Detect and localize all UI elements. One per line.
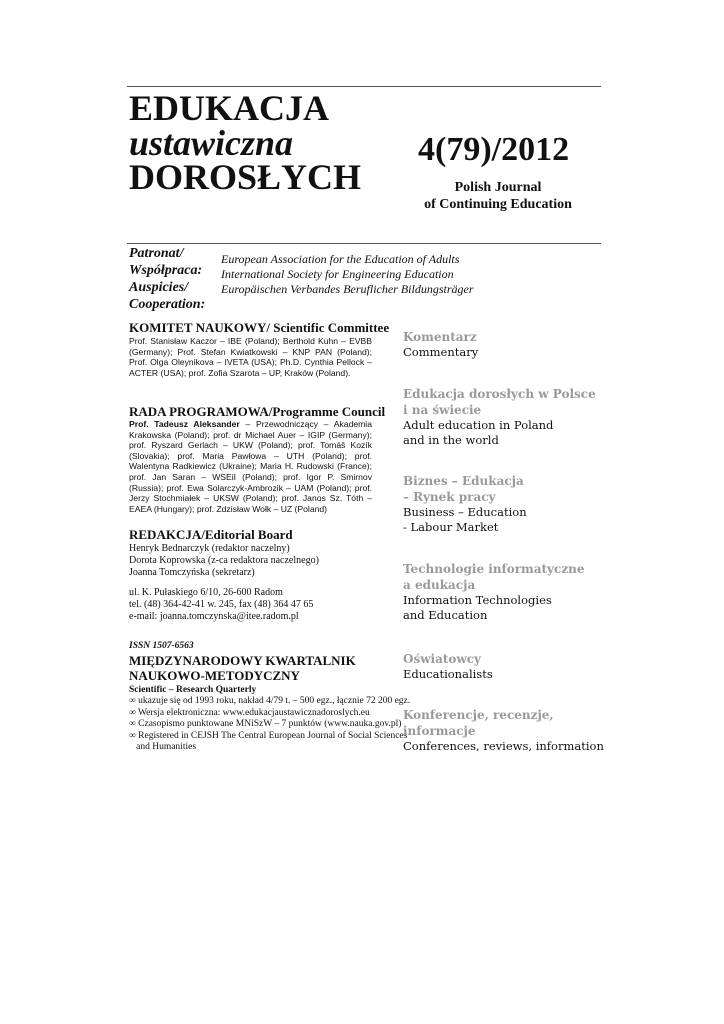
- patronage-labels: [129, 245, 205, 313]
- contents-heading-pl: informacje: [403, 724, 476, 738]
- patronage-label: Auspicies/: [129, 280, 189, 295]
- contents-item-business: [403, 473, 527, 535]
- contents-heading-en: Business – Education: [403, 505, 527, 519]
- council-heading: [129, 404, 385, 420]
- contents-heading-en: Commentary: [403, 345, 479, 359]
- contents-heading-en: Conferences, reviews, information: [403, 739, 604, 753]
- board-address: [129, 587, 313, 623]
- committee-heading: [129, 320, 389, 336]
- contents-heading-en: Educationalists: [403, 667, 493, 681]
- contents-heading-pl: Edukacja dorosłych w Polsce: [403, 387, 596, 401]
- journal-title-line3: DOROSŁYCH: [129, 157, 362, 197]
- patronage-org: Europäischen Verbandes Beruflicher Bildungsträger: [221, 282, 474, 296]
- contents-heading-en: - Labour Market: [403, 520, 499, 534]
- board-heading-sub: Editorial Board: [204, 527, 293, 542]
- quarterly-bullet: ∞ ukazuje się od 1993 roku, nakład 4/79 t. – 500 egz., łącznie 72 200 egz.: [129, 696, 411, 706]
- contents-item-educationalists: [403, 651, 493, 682]
- contents-heading-pl: Komentarz: [403, 330, 477, 344]
- contents-heading-en: Information Technologies: [403, 593, 552, 607]
- quarterly-sub: Scientific – Research Quarterly: [129, 685, 257, 695]
- contents-heading-pl: – Rynek pracy: [403, 490, 496, 504]
- council-heading-sub: Programme Council: [272, 404, 386, 419]
- contents-item-conferences: [403, 707, 604, 754]
- committee-text: Prof. Stanisław Kaczor – IBE (Poland); Berthold Kuhn – EVBB (Germany); Prof. Stefan Kwiatkowski – KNP PAN (Poland); Prof. Olga Oleynikova – IVETA (USA); Ph.D. Cynthia Pellock – ACTER (USA); prof. Zofia Szarota – UP, Kraków (Poland).: [129, 336, 372, 378]
- subtitle-line1: Polish Journal: [454, 180, 542, 195]
- journal-subtitle: [420, 179, 576, 213]
- board-member: Henryk Bednarczyk (redaktor naczelny): [129, 543, 290, 554]
- quarterly-bullets: [129, 696, 410, 754]
- masthead-rule: [127, 243, 601, 244]
- contents-item-commentary: [403, 329, 478, 360]
- contents-item-adult-education: [403, 386, 596, 448]
- quarterly-heading-line1: MIĘDZYNARODOWY KWARTALNIK: [129, 653, 356, 668]
- contents-heading-pl: a edukacja: [403, 578, 476, 592]
- board-heading: [129, 527, 293, 543]
- contents-heading-pl: Biznes – Edukacja: [403, 474, 524, 488]
- quarterly-bullet: ∞ Wersja elektroniczna: www.edukacjaustawicznadoroslych.eu: [129, 707, 370, 718]
- patronage-label: Cooperation:: [129, 297, 206, 312]
- contents-heading-pl: Technologie informatyczne: [403, 562, 585, 576]
- address-line: tel. (48) 364-42-41 w. 245, fax (48) 364 47 65: [129, 599, 314, 610]
- patronage-label: Współpraca:: [129, 263, 203, 278]
- council-heading-main: RADA PROGRAMOWA/: [129, 404, 273, 419]
- council-members: – Przewodniczący – Akademia Krakowska (Poland); prof. dr Michael Auer – IGIP (Germany); prof. Ryszard Gerlach – UKW (Poland); prof. Tomáš Kozík (Slovakia); prof. Maria Pawłowa – UTH (Poland); prof. Walentyna Radkiewicz (Ukraine); Maria H. Rudowski (France); prof. Jan Saran – WSEiI (Poland); prof. Igor P. Smirnov (Russia); prof. Ewa Solarczyk-Ambrozik – UAM (Poland); prof. Jerzy Stochmiałek – UKSW (Poland); prof. Janos Sz. Tóth – EAEA (Hungary); prof. Zdzisław Wołk – UZ (Poland): [129, 419, 372, 514]
- patronage-orgs: [221, 252, 474, 297]
- board-member: Joanna Tomczyńska (sekretarz): [129, 567, 255, 578]
- contents-heading-pl: Oświatowcy: [403, 652, 482, 666]
- subtitle-line2: of Continuing Education: [424, 197, 572, 212]
- committee-heading-main: KOMITET NAUKOWY/: [129, 320, 270, 335]
- quarterly-heading-line2: NAUKOWO-METODYCZNY: [129, 668, 300, 683]
- contents-heading-pl: i na świecie: [403, 403, 482, 417]
- patronage-org: European Association for the Education of Adults: [221, 252, 460, 266]
- committee-heading-sub: Scientific Committee: [269, 320, 390, 335]
- journal-title-line1: EDUKACJA: [129, 88, 330, 128]
- issn: ISSN 1507-6563: [129, 641, 194, 651]
- journal-title-line2: ustawiczna: [129, 123, 294, 163]
- council-text: [129, 419, 372, 514]
- contents-heading-pl: Konferencje, recenzje,: [403, 708, 554, 722]
- board-members: [129, 543, 319, 579]
- contents-heading-en: Adult education in Poland: [403, 418, 554, 432]
- quarterly-bullet: ∞ Registered in CEJSH The Central European Journal of Social Sciences: [129, 730, 408, 741]
- quarterly-heading: [129, 653, 356, 683]
- patronage-org: International Society for Engineering Education: [221, 267, 454, 281]
- contents-heading-en: and in the world: [403, 433, 499, 447]
- quarterly-bullet: ∞ Czasopismo punktowane MNiSzW – 7 punktów (www.nauka.gov.pl): [129, 719, 402, 729]
- quarterly-bullet: and Humanities: [129, 742, 197, 752]
- board-member: Dorota Koprowska (z-ca redaktora naczelnego): [129, 555, 319, 566]
- contents-item-it: [403, 561, 585, 623]
- council-lead: Prof. Tadeusz Aleksander: [129, 419, 240, 429]
- patronage-label: Patronat/: [129, 246, 184, 261]
- issue-number: 4(79)/2012: [418, 131, 570, 168]
- email-address: e-mail: joanna.tomczynska@itee.radom.pl: [129, 611, 299, 622]
- contents-heading-en: and Education: [403, 608, 488, 622]
- address-line: ul. K. Pułaskiego 6/10, 26-600 Radom: [129, 587, 283, 598]
- top-rule: [127, 86, 601, 87]
- board-heading-main: REDAKCJA/: [129, 527, 205, 542]
